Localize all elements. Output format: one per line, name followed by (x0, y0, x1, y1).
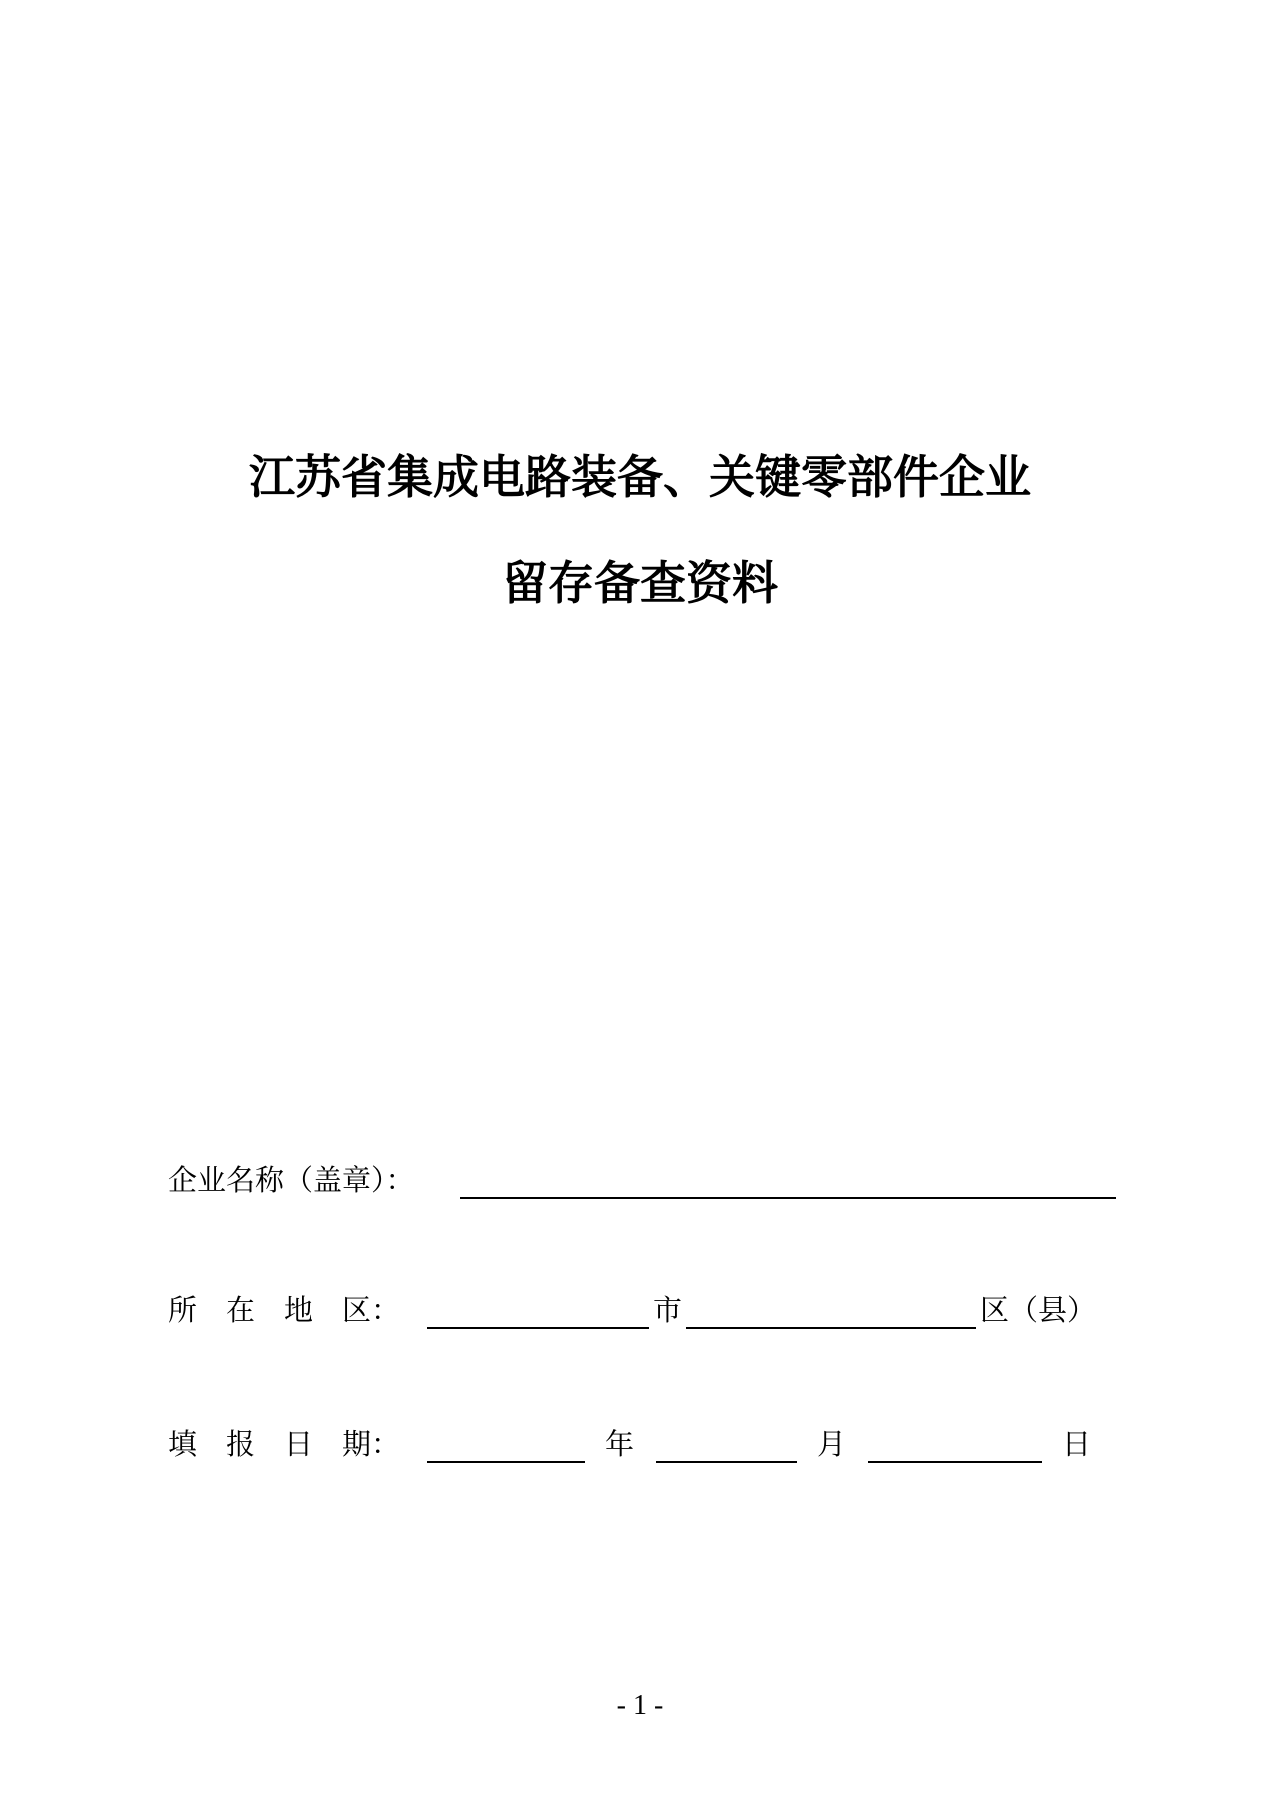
district-blank[interactable] (686, 1327, 976, 1329)
city-unit-label: 市 (653, 1293, 683, 1327)
month-unit-label: 月 (817, 1427, 847, 1461)
district-unit-label: 区（县） (980, 1293, 1097, 1327)
year-blank[interactable] (427, 1461, 585, 1463)
fill-date-label: 填 报 日 期： (168, 1427, 401, 1461)
day-blank[interactable] (868, 1461, 1042, 1463)
document-title-line-1: 江苏省集成电路装备、关键零部件企业 (249, 450, 1031, 504)
city-blank[interactable] (427, 1327, 649, 1329)
document-title-line-2: 留存备查资料 (502, 556, 778, 610)
company-name-label: 企业名称（盖章）： (168, 1163, 415, 1197)
location-label: 所 在 地 区： (168, 1293, 401, 1327)
year-unit-label: 年 (605, 1427, 635, 1461)
day-unit-label: 日 (1062, 1427, 1092, 1461)
month-blank[interactable] (656, 1461, 797, 1463)
company-name-blank[interactable] (460, 1197, 1116, 1199)
page-number: - 1 - (616, 1690, 664, 1721)
